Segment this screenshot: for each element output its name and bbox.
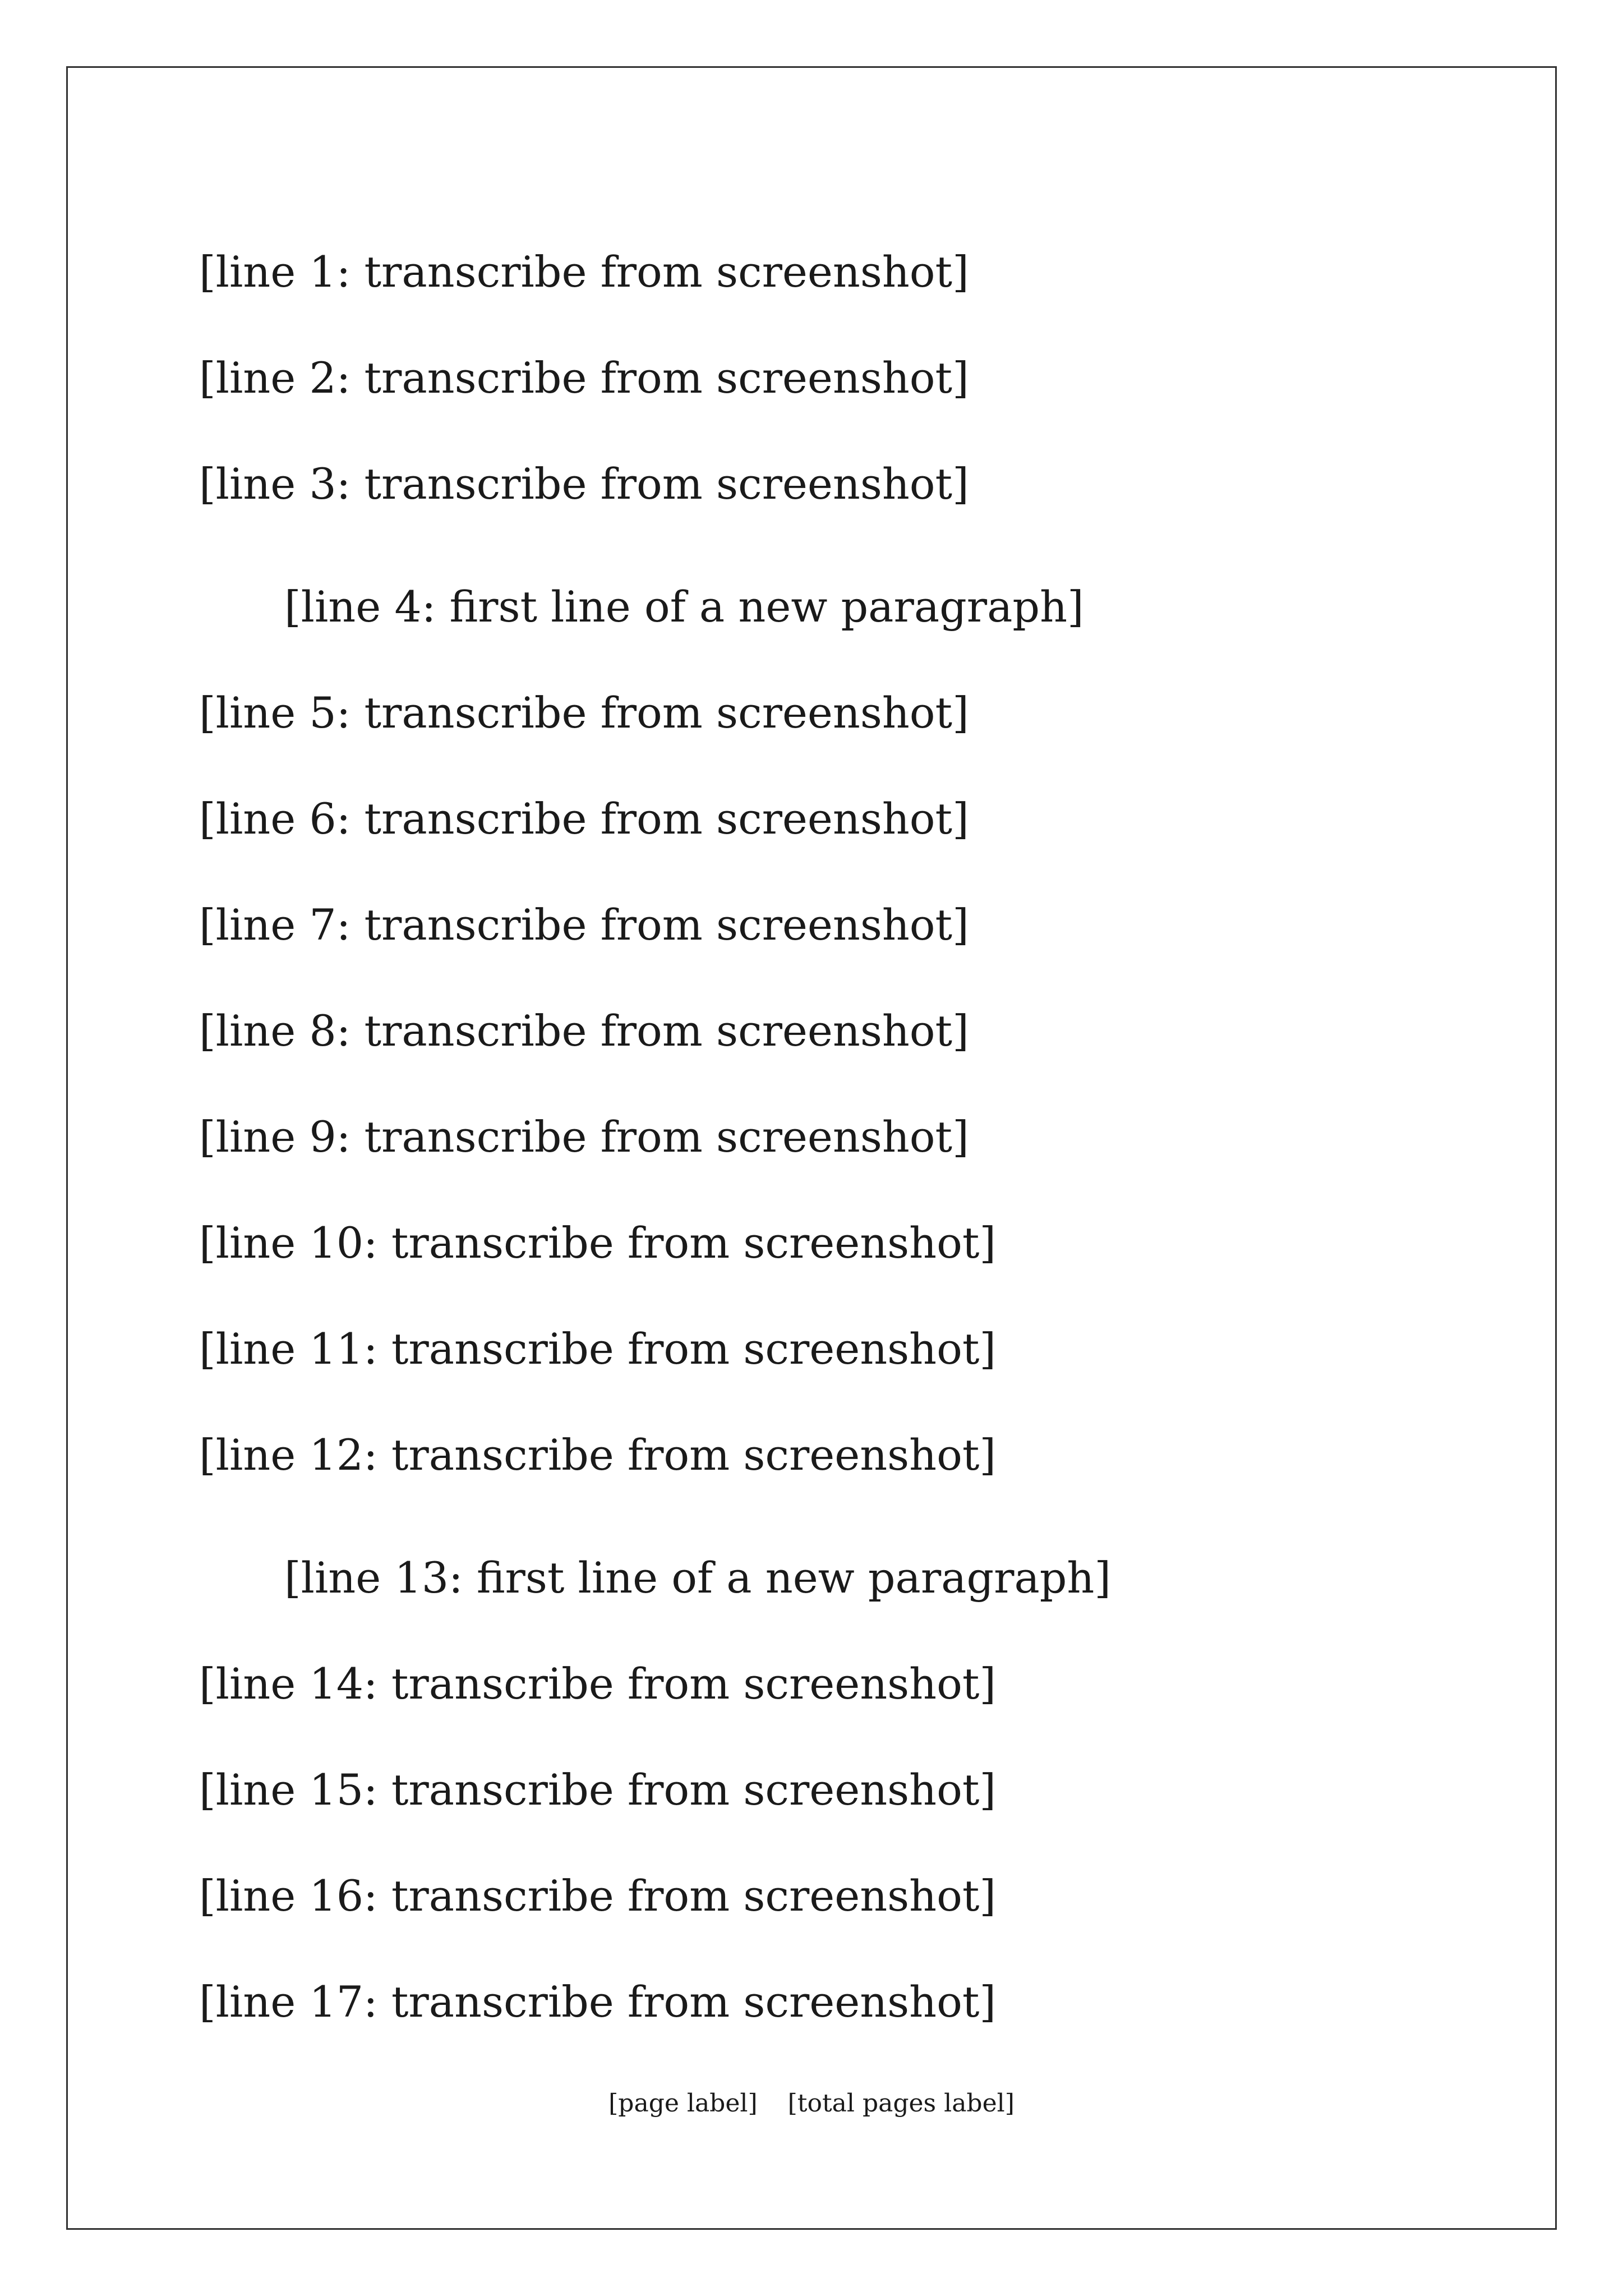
text-line: [line 1: transcribe from screenshot] xyxy=(199,247,969,297)
page-number: [page label] xyxy=(608,2089,758,2118)
text-line: [line 8: transcribe from screenshot] xyxy=(199,1006,969,1056)
text-line: [line 4: first line of a new paragraph] xyxy=(284,582,1084,632)
text-line: [line 9: transcribe from screenshot] xyxy=(199,1112,969,1162)
text-line: [line 16: transcribe from screenshot] xyxy=(199,1871,997,1921)
text-line: [line 3: transcribe from screenshot] xyxy=(199,459,969,509)
text-line: [line 14: transcribe from screenshot] xyxy=(199,1659,997,1709)
text-line: [line 12: transcribe from screenshot] xyxy=(199,1430,997,1480)
text-line: [line 6: transcribe from screenshot] xyxy=(199,794,969,844)
page-footer xyxy=(0,2087,1623,2120)
text-line: [line 10: transcribe from screenshot] xyxy=(199,1218,997,1268)
text-line: [line 11: transcribe from screenshot] xyxy=(199,1324,997,1374)
document-body xyxy=(199,219,1424,2055)
text-line: [line 5: transcribe from screenshot] xyxy=(199,688,969,738)
text-line: [line 2: transcribe from screenshot] xyxy=(199,353,969,403)
page-total: [total pages label] xyxy=(787,2089,1015,2118)
text-line: [line 7: transcribe from screenshot] xyxy=(199,900,969,950)
text-line: [line 17: transcribe from screenshot] xyxy=(199,1977,997,2027)
text-line: [line 15: transcribe from screenshot] xyxy=(199,1765,997,1815)
text-line: [line 13: first line of a new paragraph] xyxy=(284,1553,1112,1603)
